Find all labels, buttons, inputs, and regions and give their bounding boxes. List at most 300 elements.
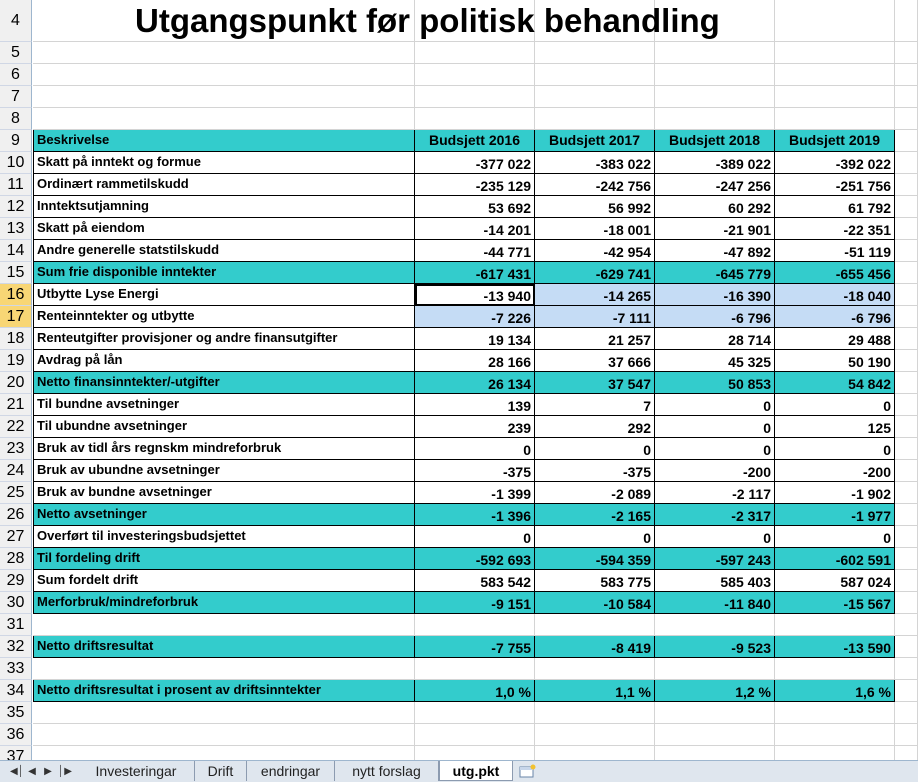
value-cell[interactable] (415, 636, 535, 658)
cell-value: 37 547 (608, 376, 651, 392)
selected-row (0, 306, 918, 328)
description-cell[interactable] (33, 174, 415, 196)
description-cell[interactable] (33, 284, 415, 306)
value-cell[interactable] (655, 306, 775, 328)
value-cell[interactable] (415, 152, 535, 174)
cell-value: 0 (763, 530, 771, 546)
row-header[interactable]: 31 (0, 614, 32, 636)
cell[interactable] (535, 86, 655, 108)
value-cell[interactable] (775, 152, 895, 174)
cell[interactable] (33, 658, 415, 680)
cell[interactable] (655, 724, 775, 746)
cell-value: -11 840 (724, 596, 771, 612)
value-cell[interactable] (415, 416, 535, 438)
description-cell[interactable] (33, 240, 415, 262)
cell[interactable] (775, 724, 895, 746)
cell[interactable] (895, 240, 918, 262)
value-cell[interactable] (415, 526, 535, 548)
value-cell[interactable] (775, 262, 895, 284)
blank-row (0, 746, 918, 760)
description-cell[interactable] (33, 548, 415, 570)
value-cell[interactable] (535, 526, 655, 548)
cell[interactable] (415, 614, 535, 636)
row-label: Renteutgifter provisjoner og andre finansutgifter (37, 330, 338, 345)
value-cell[interactable] (535, 372, 655, 394)
row-header[interactable]: 35 (0, 702, 32, 724)
cell-value: -1 396 (491, 508, 531, 524)
value-cell[interactable] (655, 680, 775, 702)
value-cell[interactable] (655, 152, 775, 174)
cell[interactable] (895, 174, 918, 196)
value-cell[interactable] (415, 482, 535, 504)
value-cell[interactable] (535, 284, 655, 306)
value-cell[interactable] (415, 394, 535, 416)
description-cell[interactable] (33, 570, 415, 592)
value-cell[interactable] (775, 460, 895, 482)
cell-value: -6 796 (731, 310, 771, 326)
row-header[interactable]: 8 (0, 108, 32, 130)
value-cell[interactable] (535, 240, 655, 262)
cell[interactable] (895, 350, 918, 372)
cell[interactable] (775, 42, 895, 64)
value-cell[interactable] (415, 218, 535, 240)
sheet-tab[interactable]: Drift (195, 761, 247, 781)
cell[interactable] (655, 658, 775, 680)
cell[interactable] (655, 108, 775, 130)
cell[interactable] (33, 702, 415, 724)
value-cell[interactable] (415, 240, 535, 262)
cell[interactable] (415, 42, 535, 64)
cell[interactable] (775, 658, 895, 680)
cell[interactable] (895, 284, 918, 306)
row-header[interactable]: 12 (0, 196, 32, 218)
table-row (0, 196, 918, 218)
cell[interactable] (895, 636, 918, 658)
cell[interactable] (33, 108, 415, 130)
table-row (0, 328, 918, 350)
blank-row (0, 702, 918, 724)
cell-value: -18 040 (843, 288, 891, 304)
cell[interactable] (535, 746, 655, 760)
row-header[interactable]: 23 (0, 438, 32, 460)
value-cell[interactable] (775, 284, 895, 306)
row-header[interactable]: 19 (0, 350, 32, 372)
cell[interactable] (415, 108, 535, 130)
table-row (0, 526, 918, 548)
value-cell[interactable] (655, 262, 775, 284)
cell-value: 54 842 (848, 376, 891, 392)
value-cell[interactable] (655, 416, 775, 438)
selected-row (0, 284, 918, 306)
row-label: Netto driftsresultat (37, 638, 154, 653)
value-cell[interactable] (535, 218, 655, 240)
value-cell[interactable] (535, 416, 655, 438)
cell[interactable] (33, 42, 415, 64)
cell[interactable] (895, 438, 918, 460)
next-sheet-icon[interactable]: ▶ (44, 766, 52, 777)
cell-value: -629 741 (595, 266, 651, 282)
sheet-tab[interactable]: endringar (247, 761, 335, 781)
value-cell[interactable] (655, 548, 775, 570)
cell[interactable] (895, 372, 918, 394)
cell-value: -10 584 (603, 596, 651, 612)
cell[interactable] (895, 64, 918, 86)
value-cell[interactable] (775, 482, 895, 504)
cell[interactable] (775, 614, 895, 636)
value-cell[interactable] (415, 174, 535, 196)
row-header[interactable]: 9 (0, 130, 32, 152)
cell-value: -7 755 (491, 640, 531, 656)
row-header[interactable]: 20 (0, 372, 32, 394)
value-cell[interactable] (655, 482, 775, 504)
cell[interactable] (415, 64, 535, 86)
cell-value: -7 226 (491, 310, 531, 326)
cell[interactable] (895, 196, 918, 218)
cell[interactable] (895, 130, 918, 152)
cell-value: 29 488 (848, 332, 891, 348)
cell[interactable] (33, 86, 415, 108)
cell-value: -42 954 (603, 244, 651, 260)
row-header[interactable]: 18 (0, 328, 32, 350)
value-cell[interactable] (775, 636, 895, 658)
table-row (0, 240, 918, 262)
value-cell[interactable] (535, 152, 655, 174)
cell[interactable] (895, 394, 918, 416)
cell-value: 1,0 % (495, 684, 531, 700)
value-cell[interactable] (655, 636, 775, 658)
value-cell[interactable] (535, 570, 655, 592)
cell-value: 0 (883, 530, 891, 546)
cell[interactable] (895, 658, 918, 680)
row-header[interactable]: 5 (0, 42, 32, 64)
value-cell[interactable] (535, 350, 655, 372)
value-cell[interactable] (775, 548, 895, 570)
description-cell[interactable] (33, 372, 415, 394)
cell[interactable] (775, 86, 895, 108)
description-cell[interactable] (33, 438, 415, 460)
description-cell[interactable] (33, 218, 415, 240)
cell-value: -602 591 (835, 552, 891, 568)
value-cell[interactable] (655, 372, 775, 394)
table-row (0, 460, 918, 482)
cell-value: 37 666 (608, 354, 651, 370)
value-cell[interactable] (775, 196, 895, 218)
value-cell[interactable] (655, 460, 775, 482)
value-cell[interactable] (655, 218, 775, 240)
cell[interactable] (895, 42, 918, 64)
value-cell[interactable] (535, 174, 655, 196)
value-cell[interactable] (655, 328, 775, 350)
value-cell[interactable] (775, 306, 895, 328)
cell-value: 1,6 % (855, 684, 891, 700)
row-header[interactable]: 28 (0, 548, 32, 570)
cell-value: 0 (763, 398, 771, 414)
cell[interactable] (895, 548, 918, 570)
cell-value: 61 792 (848, 200, 891, 216)
cell[interactable] (655, 702, 775, 724)
cell[interactable] (895, 504, 918, 526)
value-cell[interactable] (775, 372, 895, 394)
value-cell[interactable] (415, 372, 535, 394)
row-header[interactable]: 17 (0, 306, 32, 328)
value-cell[interactable] (415, 328, 535, 350)
cell[interactable] (895, 724, 918, 746)
row-header[interactable]: 29 (0, 570, 32, 592)
cell-value: -9 151 (491, 596, 531, 612)
value-cell[interactable] (415, 350, 535, 372)
sheet-tab[interactable]: utg.pkt (439, 761, 513, 781)
value-cell[interactable] (655, 394, 775, 416)
row-header[interactable]: 25 (0, 482, 32, 504)
value-cell[interactable] (655, 350, 775, 372)
cell[interactable] (895, 680, 918, 702)
value-cell[interactable] (655, 240, 775, 262)
row-header[interactable]: 22 (0, 416, 32, 438)
table-row (0, 482, 918, 504)
cell[interactable] (33, 614, 415, 636)
value-cell[interactable] (655, 504, 775, 526)
value-cell[interactable] (415, 504, 535, 526)
sheet-tab[interactable]: nytt forslag (335, 761, 439, 781)
cell[interactable] (535, 702, 655, 724)
row-header[interactable]: 26 (0, 504, 32, 526)
cell-value: -8 419 (611, 640, 651, 656)
description-cell[interactable] (33, 328, 415, 350)
cell-value: -1 977 (851, 508, 891, 524)
table-row (0, 416, 918, 438)
cell[interactable] (655, 64, 775, 86)
value-cell[interactable] (415, 548, 535, 570)
value-cell[interactable] (535, 504, 655, 526)
cell[interactable] (895, 152, 918, 174)
row-header[interactable]: 16 (0, 284, 32, 306)
cell[interactable] (535, 724, 655, 746)
cell[interactable] (895, 592, 918, 614)
blank-row (0, 42, 918, 64)
value-cell[interactable] (775, 504, 895, 526)
value-cell[interactable] (535, 680, 655, 702)
cell[interactable] (775, 108, 895, 130)
row-header[interactable]: 32 (0, 636, 32, 658)
row-header[interactable]: 24 (0, 460, 32, 482)
value-cell[interactable] (775, 526, 895, 548)
cell[interactable] (895, 218, 918, 240)
description-cell[interactable] (33, 460, 415, 482)
value-cell[interactable] (415, 438, 535, 460)
description-cell[interactable] (33, 636, 415, 658)
cell[interactable] (535, 64, 655, 86)
cell[interactable] (535, 42, 655, 64)
value-cell[interactable] (535, 636, 655, 658)
cell[interactable] (775, 702, 895, 724)
value-cell[interactable] (655, 592, 775, 614)
cell[interactable] (895, 328, 918, 350)
subtotal-row (0, 372, 918, 394)
cell-value: -597 243 (715, 552, 771, 568)
cell-value: -200 (742, 464, 771, 480)
cell[interactable] (33, 64, 415, 86)
value-cell[interactable] (775, 438, 895, 460)
value-cell[interactable] (535, 438, 655, 460)
value-cell[interactable] (535, 394, 655, 416)
description-cell[interactable] (33, 526, 415, 548)
value-cell[interactable] (415, 306, 535, 328)
description-cell[interactable] (33, 196, 415, 218)
cell[interactable] (655, 42, 775, 64)
value-cell[interactable] (415, 570, 535, 592)
cell-value: -1 902 (851, 486, 891, 502)
row-header[interactable]: 10 (0, 152, 32, 174)
value-cell[interactable] (415, 592, 535, 614)
prev-sheet-icon[interactable]: ◀ (28, 766, 36, 777)
row-header[interactable]: 13 (0, 218, 32, 240)
row-header[interactable]: 4 (0, 0, 32, 42)
value-cell[interactable] (775, 174, 895, 196)
last-sheet-icon[interactable]: │▶ (58, 766, 72, 777)
cell[interactable] (895, 460, 918, 482)
description-cell[interactable] (33, 416, 415, 438)
value-cell[interactable] (535, 460, 655, 482)
row-header[interactable]: 15 (0, 262, 32, 284)
blank-row (0, 724, 918, 746)
value-cell[interactable] (655, 284, 775, 306)
cell-value: 292 (627, 420, 651, 436)
description-cell[interactable] (33, 592, 415, 614)
table-row (0, 394, 918, 416)
cell[interactable] (775, 0, 895, 42)
value-cell[interactable] (655, 526, 775, 548)
cell[interactable] (895, 262, 918, 284)
cell-value: -617 431 (475, 266, 531, 282)
value-cell[interactable] (655, 438, 775, 460)
value-cell[interactable] (775, 240, 895, 262)
subtotal-row (0, 504, 918, 526)
value-cell[interactable] (415, 284, 535, 306)
cell[interactable] (895, 482, 918, 504)
cell-value: -200 (862, 464, 891, 480)
row-label: Overført til investeringsbudsjettet (37, 528, 246, 543)
value-cell[interactable] (415, 262, 535, 284)
cell-value: -21 901 (723, 222, 771, 238)
description-cell[interactable] (33, 504, 415, 526)
row-header[interactable]: 33 (0, 658, 32, 680)
value-cell[interactable] (535, 592, 655, 614)
cell[interactable] (655, 86, 775, 108)
cell-value: -6 796 (851, 310, 891, 326)
row-label: Inntektsutjamning (37, 198, 149, 213)
value-cell[interactable] (535, 306, 655, 328)
value-cell[interactable] (535, 482, 655, 504)
cell[interactable] (655, 746, 775, 760)
insert-sheet-icon[interactable] (519, 764, 537, 778)
cell[interactable] (415, 702, 535, 724)
cell[interactable] (775, 64, 895, 86)
cell[interactable] (655, 614, 775, 636)
description-cell[interactable] (33, 394, 415, 416)
description-cell[interactable] (33, 262, 415, 284)
row-header[interactable]: 7 (0, 86, 32, 108)
value-cell[interactable] (775, 680, 895, 702)
cell[interactable] (415, 746, 535, 760)
row-header[interactable]: 37 (0, 746, 32, 760)
first-sheet-icon[interactable]: ◀│ (10, 766, 24, 777)
sheet-tab[interactable]: Investeringar (78, 761, 195, 781)
value-cell[interactable] (415, 680, 535, 702)
value-cell[interactable] (415, 196, 535, 218)
description-cell[interactable] (33, 350, 415, 372)
description-cell[interactable] (33, 482, 415, 504)
cell[interactable] (895, 416, 918, 438)
cell[interactable] (895, 108, 918, 130)
value-cell[interactable] (535, 328, 655, 350)
row-header[interactable]: 30 (0, 592, 32, 614)
cell-value: 0 (883, 398, 891, 414)
cell[interactable] (895, 86, 918, 108)
description-cell[interactable] (33, 306, 415, 328)
cell[interactable] (535, 658, 655, 680)
cell[interactable] (415, 724, 535, 746)
value-cell[interactable] (775, 328, 895, 350)
row-header[interactable]: 6 (0, 64, 32, 86)
cell[interactable] (895, 0, 918, 42)
cell-value: 45 325 (728, 354, 771, 370)
cell[interactable] (33, 724, 415, 746)
value-cell[interactable] (655, 570, 775, 592)
value-cell[interactable] (535, 548, 655, 570)
description-cell[interactable] (33, 680, 415, 702)
cell[interactable] (895, 526, 918, 548)
cell[interactable] (33, 746, 415, 760)
table-row (0, 174, 918, 196)
cell[interactable] (895, 614, 918, 636)
row-header[interactable]: 34 (0, 680, 32, 702)
value-cell[interactable] (535, 196, 655, 218)
value-cell[interactable] (775, 416, 895, 438)
description-cell[interactable] (33, 152, 415, 174)
row-label: Netto driftsresultat i prosent av driftsinntekter (37, 682, 321, 697)
value-cell[interactable] (775, 592, 895, 614)
row-label: Ordinært rammetilskudd (37, 176, 189, 191)
cell[interactable] (535, 108, 655, 130)
value-cell[interactable] (655, 174, 775, 196)
cell[interactable] (775, 746, 895, 760)
cell[interactable] (535, 614, 655, 636)
cell[interactable] (895, 306, 918, 328)
value-cell[interactable] (775, 350, 895, 372)
column-header-year: Budsjett 2018 (668, 132, 761, 148)
row-header[interactable]: 36 (0, 724, 32, 746)
value-cell[interactable] (775, 218, 895, 240)
row-label: Utbytte Lyse Energi (37, 286, 159, 301)
cell[interactable] (895, 702, 918, 724)
row-header[interactable]: 14 (0, 240, 32, 262)
cell[interactable] (415, 658, 535, 680)
value-cell[interactable] (415, 460, 535, 482)
value-cell[interactable] (535, 262, 655, 284)
cell[interactable] (895, 746, 918, 760)
row-header[interactable]: 27 (0, 526, 32, 548)
cell-value: 0 (643, 530, 651, 546)
cell-value: -2 317 (731, 508, 771, 524)
value-cell[interactable] (775, 570, 895, 592)
value-cell[interactable] (775, 394, 895, 416)
cell[interactable] (895, 570, 918, 592)
cell[interactable] (415, 86, 535, 108)
row-header[interactable]: 21 (0, 394, 32, 416)
value-cell[interactable] (655, 196, 775, 218)
cell-value: -14 265 (603, 288, 651, 304)
row-header[interactable]: 11 (0, 174, 32, 196)
